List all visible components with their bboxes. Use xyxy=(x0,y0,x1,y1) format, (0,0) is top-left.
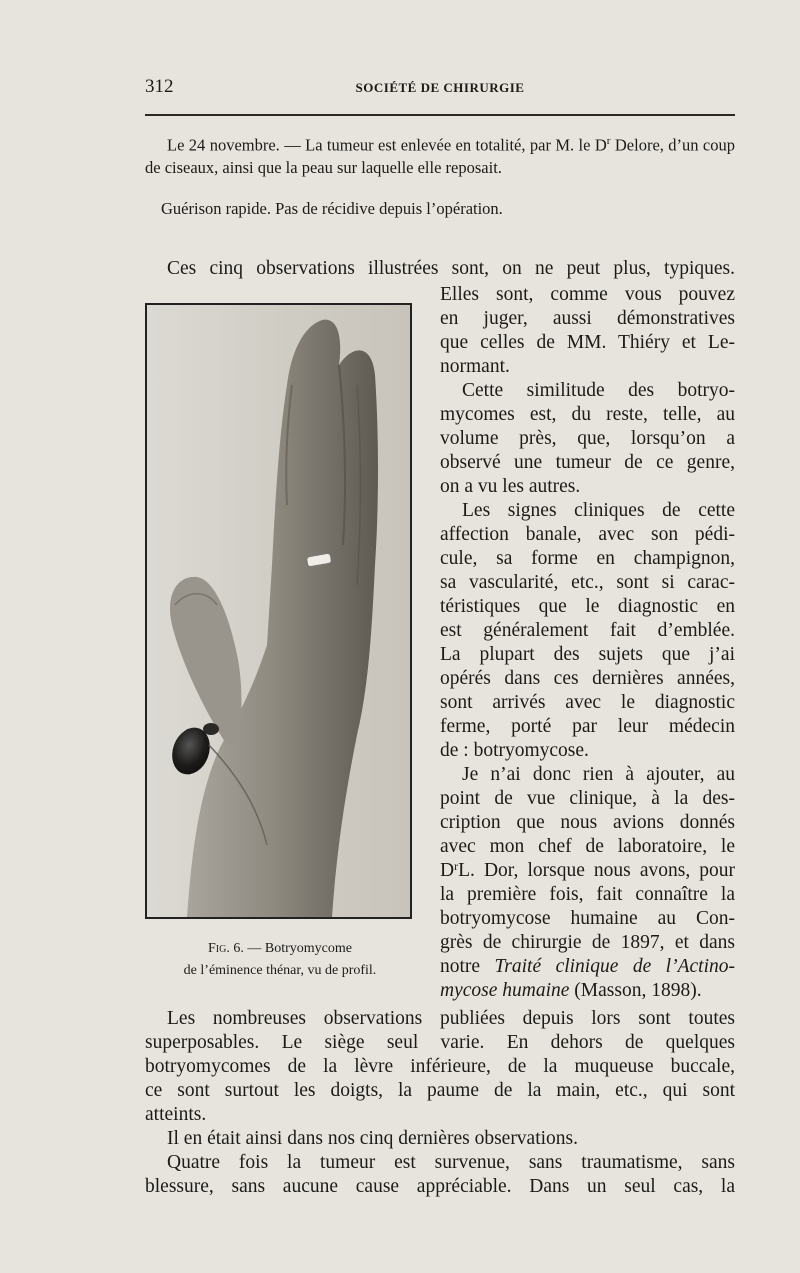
doctor-abbrev-sup: r xyxy=(454,859,459,873)
caption-line-2: de l’éminence thénar, vu de profil. xyxy=(183,963,377,978)
book-title: Traité clinique de l’Actino- xyxy=(494,956,735,977)
body-line xyxy=(440,859,735,883)
body-line: Ces cinq observations illustrées sont, on ne peut plus, typiques. xyxy=(167,258,735,279)
body-line: que celles de MM. Thiéry et Le- xyxy=(440,332,735,353)
body-line: botryomycomes de la lèvre inférieure, de la muqueuse buccale, xyxy=(145,1056,735,1077)
hand-photo xyxy=(147,305,410,917)
page-header xyxy=(145,76,735,98)
body-line: sa vascularité, etc., sont si carac- xyxy=(440,572,735,593)
body-line: atteints. xyxy=(145,1104,207,1125)
body-line: ce sont surtout les doigts, la paume de la main, etc., qui sont xyxy=(145,1080,735,1101)
body-line: volume près, que, lorsqu’on a xyxy=(440,428,735,449)
book-title-cont: mycose humaine xyxy=(440,980,570,1001)
body-line: opérés dans ces dernières années, xyxy=(440,668,735,689)
body-line: normant. xyxy=(440,356,510,377)
body-line: Je n’ai donc rien à ajouter, au xyxy=(462,764,735,785)
body-line: est généralement fait d’emblée. xyxy=(440,620,735,641)
case-note-superscript: r xyxy=(606,135,611,147)
body-line-text: (Masson, 1898). xyxy=(569,980,702,1001)
figure-photograph xyxy=(145,303,412,919)
body-line: Il en était ainsi dans nos cinq dernières observations. xyxy=(167,1128,579,1149)
header-rule xyxy=(145,114,735,116)
figure-label: Fig. 6. xyxy=(208,941,244,956)
figure-caption xyxy=(145,938,415,982)
case-note-line-2-pre: D xyxy=(594,135,607,155)
body-line: téristiques que le diagnostic en xyxy=(440,596,735,617)
body-line xyxy=(440,955,735,979)
caption-title: — Botryomycome xyxy=(243,941,352,956)
body-line xyxy=(440,979,735,1003)
body-line: botryomycose humaine au Con- xyxy=(440,908,735,929)
body-line: superposables. Le siège seul varie. En dehors de quelques xyxy=(145,1032,735,1053)
case-note-line-2: Delore, d’un coup de ciseaux, ainsi que la peau sur laquelle elle xyxy=(145,135,736,177)
body-line: point de vue clinique, à la des- xyxy=(440,788,735,809)
body-line: affection banale, avec son pédi- xyxy=(440,524,735,545)
body-line: de : botryomycose. xyxy=(440,740,589,761)
body-line: observé une tumeur de ce genre, xyxy=(440,452,735,473)
body-line: en juger, aussi démonstratives xyxy=(440,308,735,329)
page-number: 312 xyxy=(145,76,174,97)
running-head: SOCIÉTÉ DE CHIRURGIE xyxy=(355,80,525,95)
body-line: cule, sa forme en champignon, xyxy=(440,548,735,569)
body-line: mycomes est, du reste, telle, au xyxy=(440,404,735,425)
case-note-outcome: Guérison rapide. Pas de récidive depuis l’opération. xyxy=(161,199,503,218)
body-line: La plupart des sujets que j’ai xyxy=(440,644,735,665)
case-note-line-3: reposait. xyxy=(445,158,502,177)
body-line-text: notre xyxy=(440,956,495,977)
body-line: Elles sont, comme vous pouvez xyxy=(440,284,735,305)
body-line: ferme, porté par leur médecin xyxy=(440,716,735,737)
caption-line-1 xyxy=(145,938,415,960)
body-line: cription que nous avions donnés xyxy=(440,812,735,833)
case-note-paragraph xyxy=(145,130,735,180)
body-line: sont arrivés avec le diagnostic xyxy=(440,692,735,713)
case-note-line-1: Le 24 novembre. — La tumeur est enlevée en totalité, par M. le xyxy=(167,135,591,155)
body-line: grès de chirurgie de 1897, et dans xyxy=(440,932,735,953)
body-line: avec mon chef de laboratoire, le xyxy=(440,836,735,857)
body-line: Les nombreuses observations publiées depuis lors sont toutes xyxy=(167,1008,735,1029)
body-line: Les signes cliniques de cette xyxy=(462,500,735,521)
body-line: on a vu les autres. xyxy=(440,476,581,497)
body-line-text: L. Dor, lorsque nous avons, pour xyxy=(458,860,735,881)
doctor-abbrev: D xyxy=(440,860,455,881)
body-line: blessure, sans aucune cause appréciable. Dans un seul cas, la xyxy=(145,1176,735,1197)
body-line: Cette similitude des botryo- xyxy=(462,380,735,401)
body-line: la première fois, fait connaître la xyxy=(440,884,735,905)
body-line: Quatre fois la tumeur est survenue, sans traumatisme, sans xyxy=(167,1152,735,1173)
